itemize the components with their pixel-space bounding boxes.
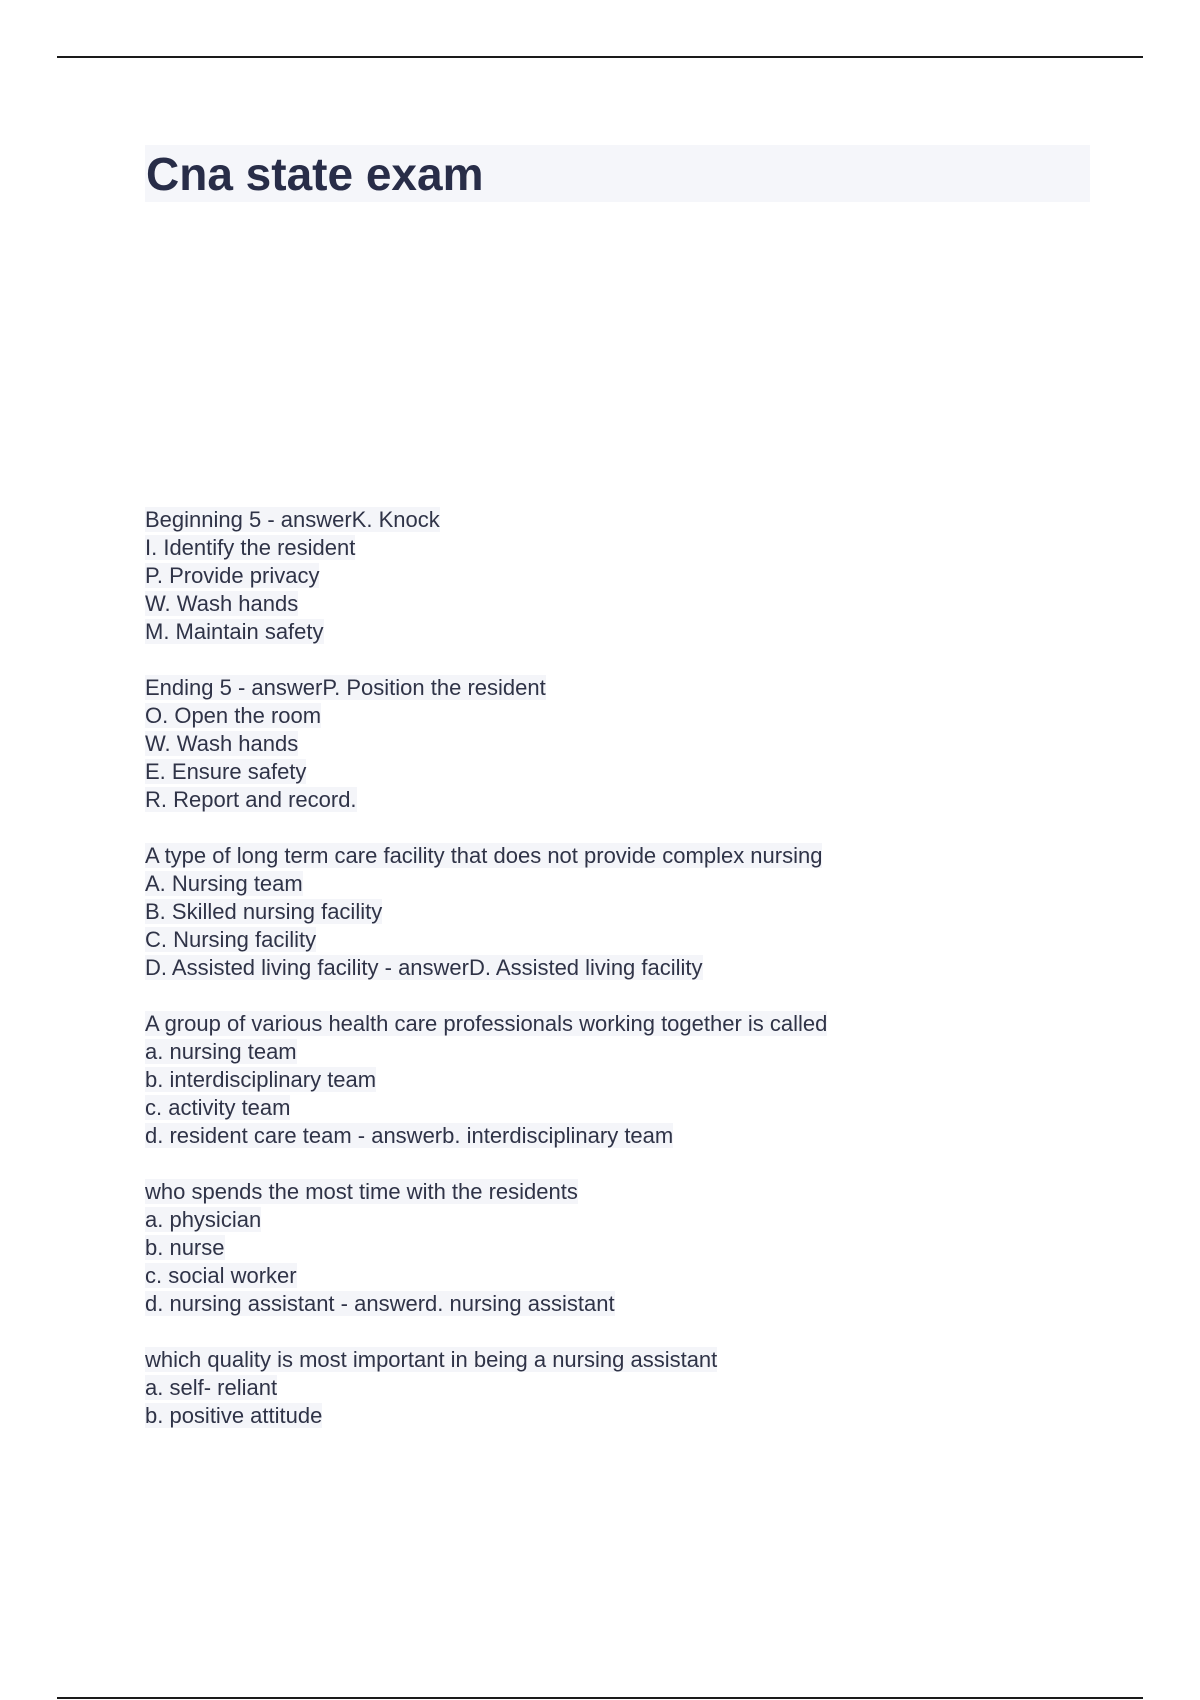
page-title: Cna state exam <box>146 148 484 200</box>
block-line: d. nursing assistant - answerd. nursing assistant <box>145 1291 615 1316</box>
block-line: R. Report and record. <box>145 787 357 812</box>
block-line: C. Nursing facility <box>145 927 317 952</box>
block-line: who spends the most time with the residents <box>145 1179 578 1204</box>
block-line: P. Provide privacy <box>145 563 320 588</box>
block-line: A group of various health care professionals working together is called <box>145 1011 828 1036</box>
question-block-3 <box>145 842 1095 982</box>
block-line: c. activity team <box>145 1095 291 1120</box>
exam-content <box>145 506 1095 1458</box>
block-line: Ending 5 - answerP. Position the resident <box>145 675 546 700</box>
block-line: M. Maintain safety <box>145 619 324 644</box>
block-line: b. interdisciplinary team <box>145 1067 377 1092</box>
question-block-1 <box>145 506 1095 646</box>
block-line: I. Identify the resident <box>145 535 356 560</box>
block-line: a. self- reliant <box>145 1375 278 1400</box>
block-line: E. Ensure safety <box>145 759 307 784</box>
block-line: W. Wash hands <box>145 591 299 616</box>
block-line: b. nurse <box>145 1235 225 1260</box>
block-line: c. social worker <box>145 1263 297 1288</box>
block-line: O. Open the room <box>145 703 322 728</box>
block-line: b. positive attitude <box>145 1403 323 1428</box>
bottom-rule <box>57 1697 1143 1699</box>
question-block-2 <box>145 674 1095 814</box>
block-line: B. Skilled nursing facility <box>145 899 383 924</box>
block-line: which quality is most important in being a nursing assistant <box>145 1347 718 1372</box>
question-block-5 <box>145 1178 1095 1318</box>
question-block-4 <box>145 1010 1095 1150</box>
question-block-6 <box>145 1346 1095 1430</box>
block-line: Beginning 5 - answerK. Knock <box>145 507 440 532</box>
block-line: A. Nursing team <box>145 871 303 896</box>
block-line: a. physician <box>145 1207 262 1232</box>
block-line: W. Wash hands <box>145 731 299 756</box>
block-line: d. resident care team - answerb. interdisciplinary team <box>145 1123 674 1148</box>
block-line: D. Assisted living facility - answerD. Assisted living facility <box>145 955 703 980</box>
top-rule <box>57 56 1143 58</box>
block-line: A type of long term care facility that does not provide complex nursing <box>145 843 823 868</box>
block-line: a. nursing team <box>145 1039 297 1064</box>
